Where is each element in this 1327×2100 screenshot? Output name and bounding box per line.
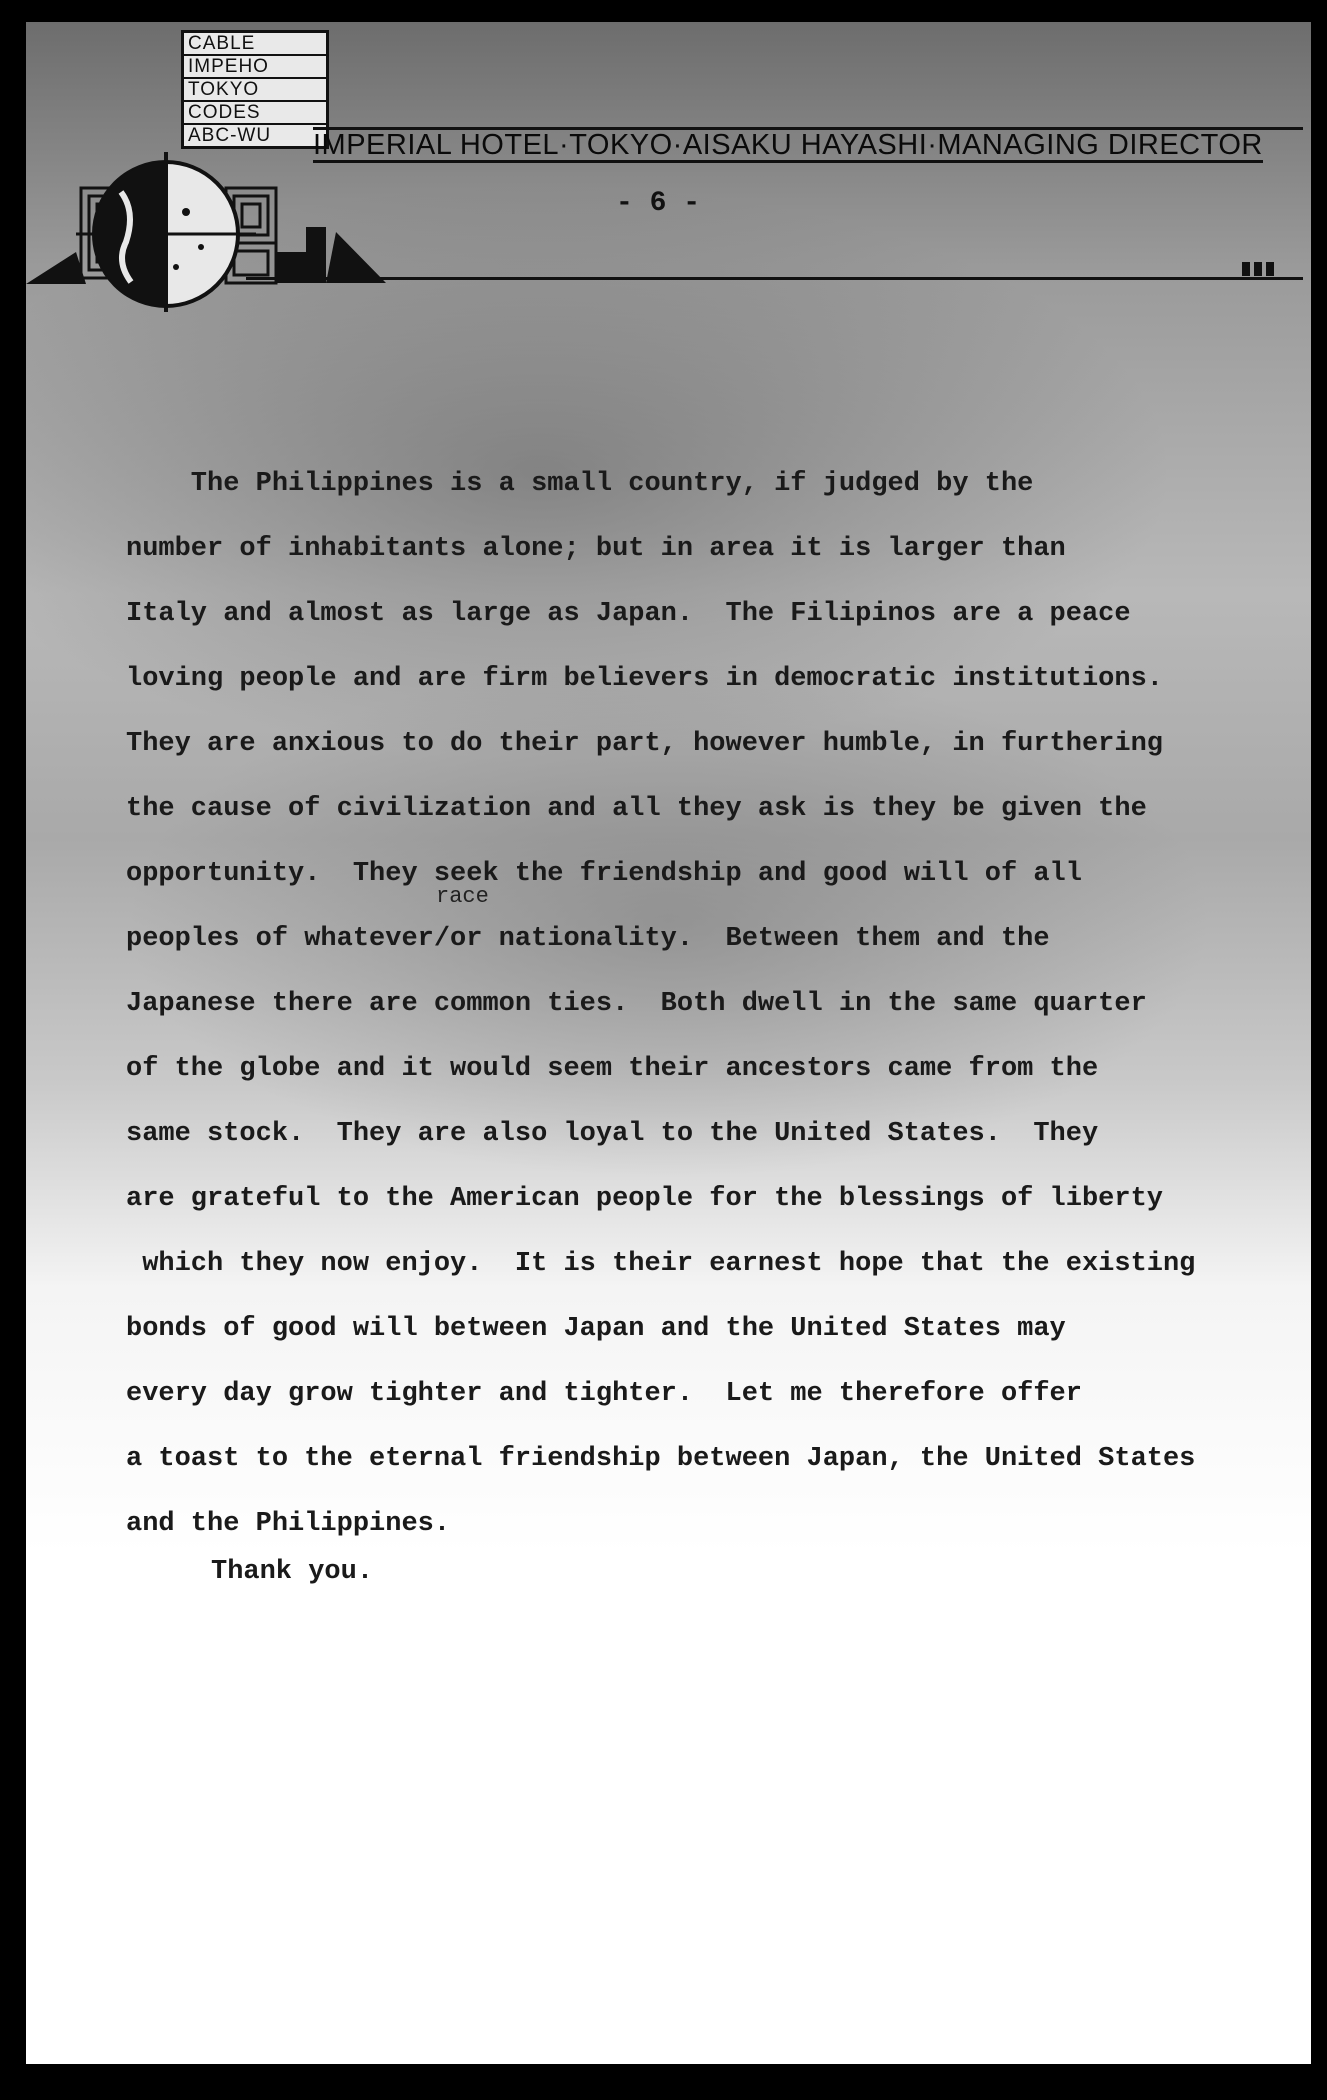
page-number: - 6 - [616,188,701,219]
body-line: and the Philippines. [126,1509,451,1539]
body-line: which they now enjoy. It is their earnest hope that the existing [126,1249,1196,1279]
body-line: the cause of civilization and all they ask is they be given the [126,794,1147,824]
body-line: same stock. They are also loyal to the United States. They [126,1119,1099,1149]
body-line: of the globe and it would seem their ancestors came from the [126,1054,1099,1084]
letter-body [126,452,1276,1557]
body-line: opportunity. They seek the friendship and good will of all [126,859,1082,889]
hotel-letterhead-title: IMPERIAL HOTEL·TOKYO·AISAKU HAYASHI·MANAGING DIRECTOR [313,129,1263,161]
cable-codes-box [181,30,329,149]
closing-text: Thank you. [211,1557,374,1587]
hotel-globe-logo-icon [26,152,466,402]
corner-mark-icon [1242,262,1282,276]
body-line: number of inhabitants alone; but in area it is larger than [126,534,1066,564]
body-line: Italy and almost as large as Japan. The Filipinos are a peace [126,599,1131,629]
body-line: loving people and are firm believers in democratic institutions. [126,664,1163,694]
body-line: They are anxious to do their part, however humble, in furthering [126,729,1163,759]
cable-line: CODES [184,102,326,125]
cable-line: IMPEHO [184,56,326,79]
body-line: The Philippines is a small country, if judged by the [126,469,1034,499]
cable-line: CABLE [184,33,326,56]
body-line: peoples of whatever/or nationality. Between them and the [126,924,1050,954]
body-line: Japanese there are common ties. Both dwell in the same quarter [126,989,1147,1019]
body-line: are grateful to the American people for the blessings of liberty [126,1184,1163,1214]
cable-line: TOKYO [184,79,326,102]
body-line: every day grow tighter and tighter. Let me therefore offer [126,1379,1082,1409]
body-line: bonds of good will between Japan and the United States may [126,1314,1066,1344]
body-line: a toast to the eternal friendship between Japan, the United States [126,1444,1196,1474]
inserted-word: race [436,884,489,909]
document-page [26,22,1311,2064]
cable-line: ABC-WU [188,125,272,146]
